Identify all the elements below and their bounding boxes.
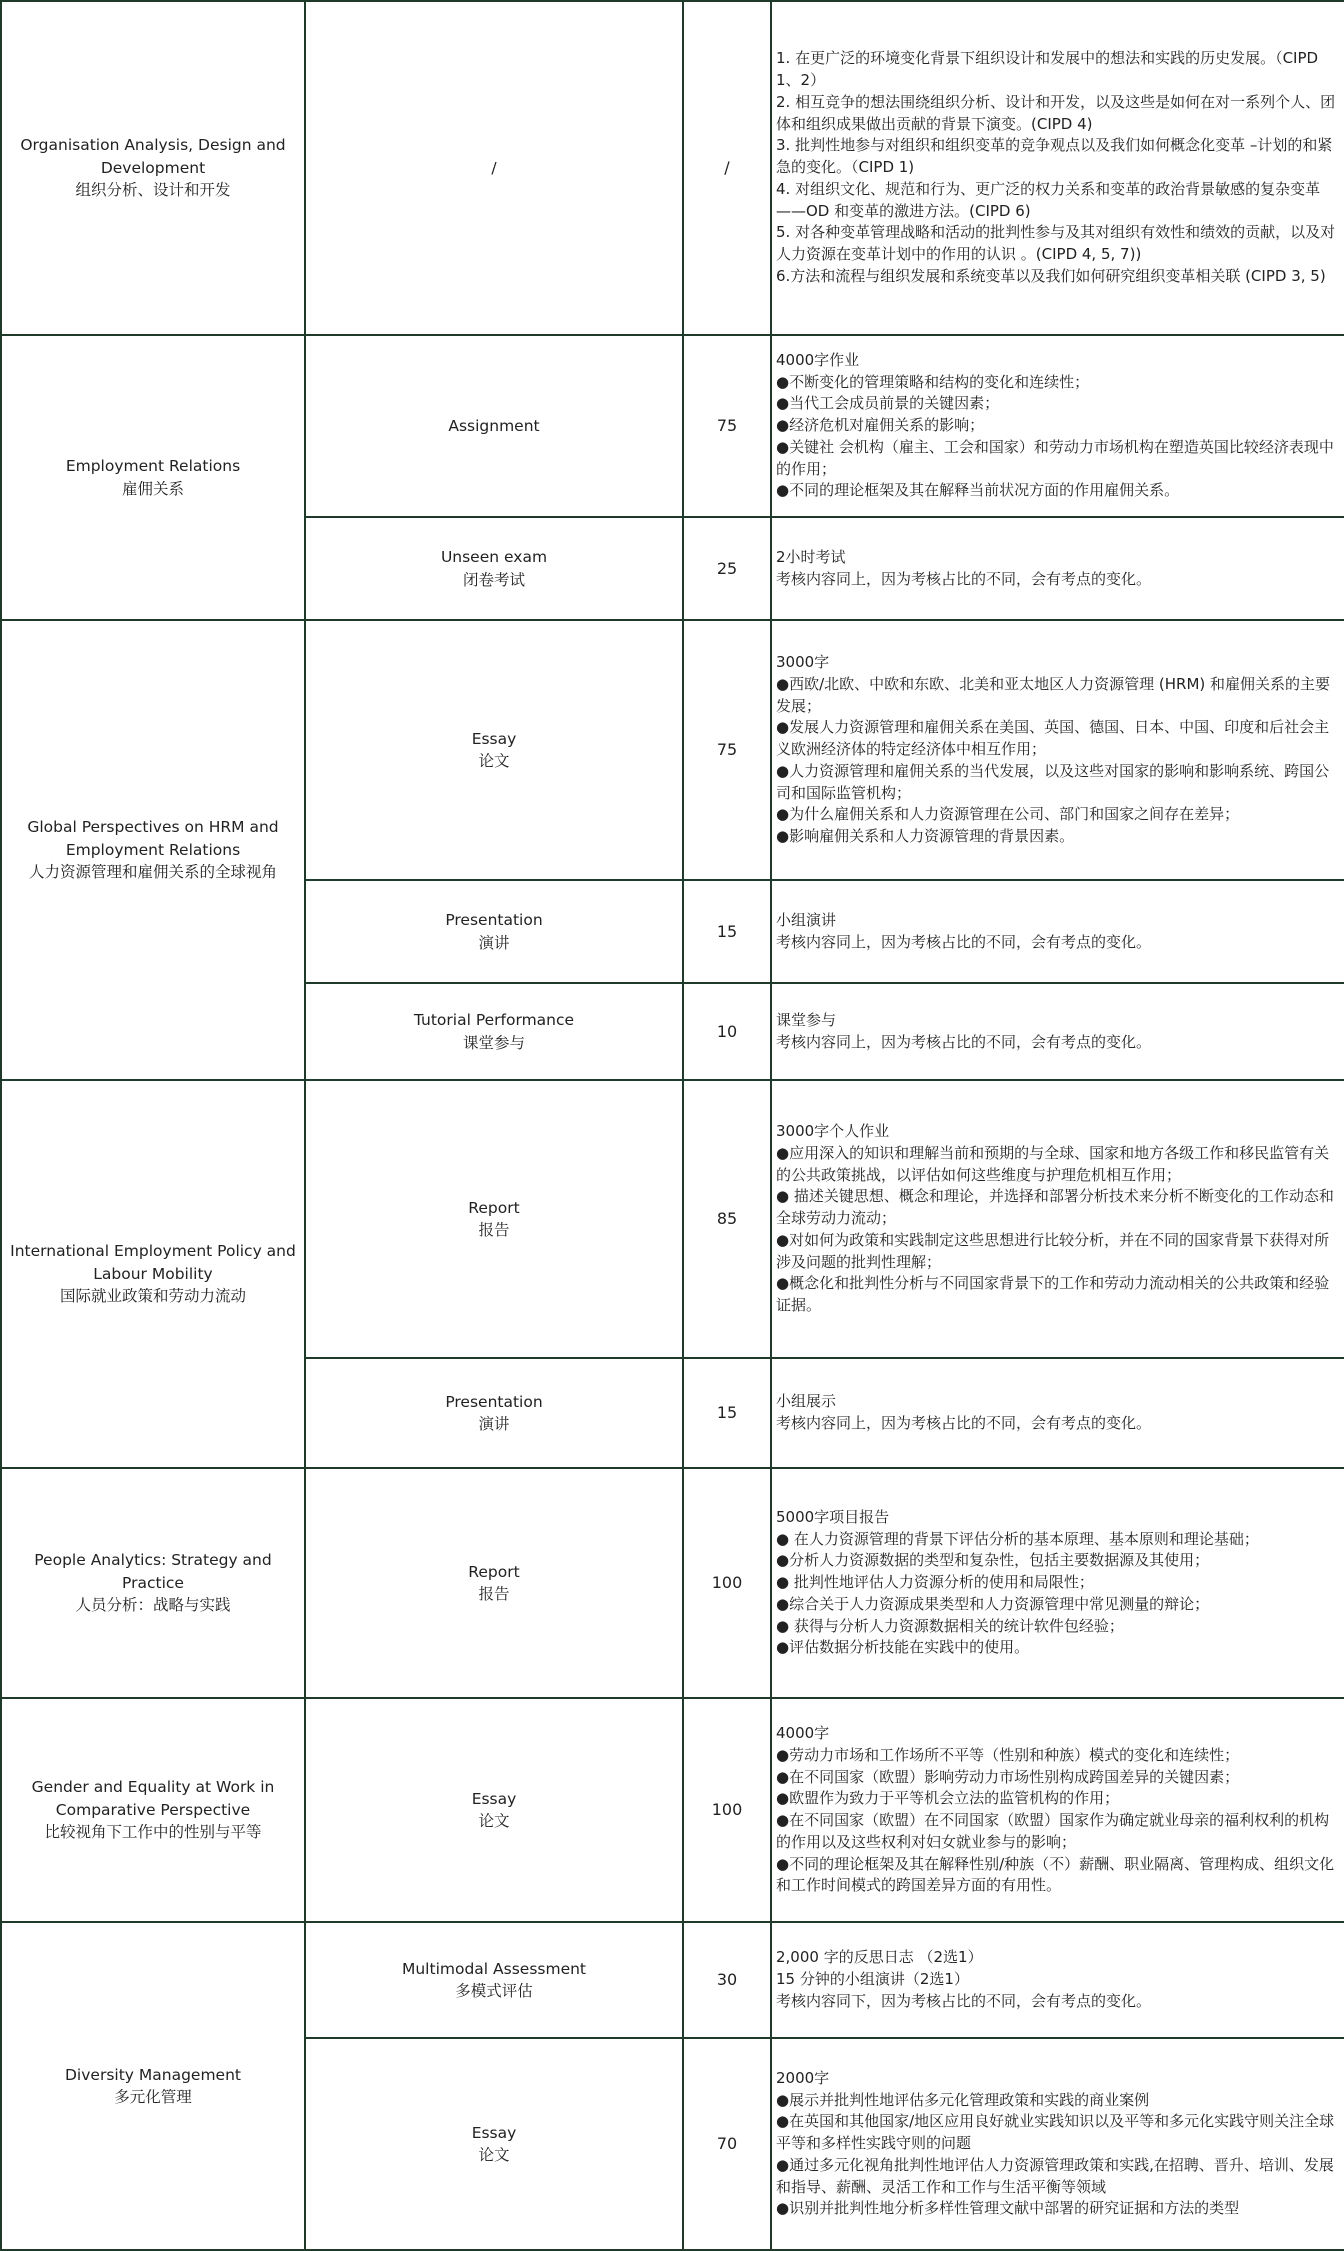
module-name-cell [1, 1, 305, 335]
detail-line: ● 描述关键思想、概念和理论，并选择和部署分析技术来分析不断变化的工作动态和全球劳动力流动； [776, 1187, 1334, 1228]
weight-cell: 70 [683, 2038, 771, 2250]
module-name-en: Diversity Management [65, 2065, 241, 2084]
detail-line: 课堂参与 [776, 1010, 837, 1029]
assessment-method-en: / [491, 158, 497, 177]
detail-line: ●为什么雇佣关系和人力资源管理在公司、部门和国家之间存在差异； [776, 805, 1240, 824]
module-name-cell [1, 1698, 305, 1922]
assessment-method-en: Report [468, 1198, 520, 1217]
assessment-method-cell [305, 880, 683, 983]
table-row [1, 1, 1344, 335]
assessment-method-cell [305, 517, 683, 620]
detail-line: 4. 对组织文化、规范和行为、更广泛的权力关系和变革的政治背景敏感的复杂变革——OD 和变革的激进方法。(CIPD 6) [776, 179, 1321, 220]
detail-line: 3000字 [776, 653, 830, 672]
assessment-method-zh: 多模式评估 [455, 1982, 533, 2000]
table-row [1, 620, 1344, 880]
assessment-details-cell [771, 1, 1344, 335]
detail-line: ●分析人力资源数据的类型和复杂性，包括主要数据源及其使用； [776, 1551, 1210, 1570]
assessment-method-cell [305, 1, 683, 335]
detail-line: 考核内容同上，因为考核占比的不同，会有考点的变化。 [776, 569, 1152, 588]
detail-line: ●发展人力资源管理和雇佣关系在美国、英国、德国、日本、中国、印度和后社会主义欧洲经济体的特定经济体中相互作用； [776, 718, 1330, 759]
assessment-details-cell [771, 983, 1344, 1080]
detail-line: ●西欧/北欧、中欧和东欧、北美和亚太地区人力资源管理 (HRM) 和雇佣关系的主要发展； [776, 674, 1331, 715]
weight-cell: 30 [683, 1922, 771, 2038]
assessment-method-en: Presentation [445, 911, 543, 930]
module-name-cell [1, 335, 305, 620]
module-name-zh: 人员分析：战略与实践 [75, 1596, 231, 1615]
detail-line: 小组展示 [776, 1392, 837, 1411]
assessment-method-zh: 论文 [478, 1812, 510, 1830]
detail-line: 考核内容同上，因为考核占比的不同，会有考点的变化。 [776, 1032, 1152, 1051]
module-name-cell [1, 1468, 305, 1698]
detail-line: ● 获得与分析人力资源数据相关的统计软件包经验； [776, 1616, 1124, 1635]
detail-line: ●当代工会成员前景的关键因素； [776, 394, 1000, 413]
assessment-method-zh: 论文 [478, 752, 510, 770]
module-name-zh: 国际就业政策和劳动力流动 [59, 1287, 246, 1306]
detail-line: 2,000 字的反思日志 （2选1） [776, 1948, 983, 1967]
detail-line: ●不同的理论框架及其在解释性别/种族（不）薪酬、职业隔离、管理构成、组织文化和工作时间模式的跨国差异方面的有用性。 [776, 1854, 1335, 1895]
module-name-en: Gender and Equality at Work in Comparative Perspective [31, 1778, 275, 1819]
assessment-method-en: Essay [471, 1789, 517, 1808]
assessment-method-en: Tutorial Performance [413, 1011, 575, 1030]
module-name-zh: 组织分析、设计和开发 [75, 181, 231, 200]
module-name-cell [1, 1080, 305, 1468]
detail-line: 5. 对各种变革管理战略和活动的批判性参与及其对组织有效性和绩效的贡献，以及对人力资源在变革计划中的作用的认识 。(CIPD 4, 5, 7)) [776, 223, 1336, 264]
detail-line: 考核内容同上，因为考核占比的不同，会有考点的变化。 [776, 1414, 1152, 1432]
detail-line: 2000字 [776, 2068, 830, 2087]
assessment-method-en: Essay [471, 729, 517, 748]
detail-line: 2小时考试 [776, 547, 846, 566]
module-name-en: Global Perspectives on HRM and Employment Relations [27, 818, 279, 859]
assessment-method-cell [305, 620, 683, 880]
detail-line: ●通过多元化视角批判性地评估人力资源管理政策和实践,在招聘、晋升、培训、发展和指导、薪酬、灵活工作和工作与生活平衡等领域 [776, 2155, 1334, 2196]
module-name-zh: 多元化管理 [114, 2088, 192, 2106]
detail-line: ●应用深入的知识和理解当前和预期的与全球、国家和地方各级工作和移民监管有关的公共政策挑战，以评估如何这些维度与护理危机相互作用； [776, 1143, 1330, 1184]
weight-cell: 10 [683, 983, 771, 1080]
detail-line: ●在不同国家（欧盟）在不同国家（欧盟）国家作为确定就业母亲的福利权利的机构的作用以及这些权利对妇女就业参与的影响； [776, 1811, 1330, 1851]
assessment-details-cell [771, 2038, 1344, 2250]
detail-line: ●识别并批判性地分析多样性管理文献中部署的研究证据和方法的类型 [776, 2199, 1240, 2218]
table-row [1, 1922, 1344, 2038]
weight-cell: 100 [683, 1468, 771, 1698]
assessment-method-en: Unseen exam [440, 548, 548, 567]
assessment-method-en: Essay [471, 2123, 517, 2142]
detail-line: 6.方法和流程与组织发展和系统变革以及我们如何研究组织变革相关联 (CIPD 3, 5) [776, 266, 1326, 285]
assessment-details-cell [771, 1698, 1344, 1922]
detail-line: ●影响雇佣关系和人力资源管理的背景因素。 [776, 827, 1075, 846]
module-name-en: People Analytics: Strategy and Practice [34, 1551, 272, 1592]
detail-line: ●人力资源管理和雇佣关系的当代发展，以及这些对国家的影响和影响系统、跨国公司和国际监管机构； [776, 761, 1330, 802]
assessment-method-zh: 课堂参与 [462, 1033, 525, 1052]
detail-line: 1. 在更广泛的环境变化背景下组织设计和发展中的想法和实践的历史发展。（CIPD 1、2） [776, 49, 1319, 90]
detail-line: 考核内容同上，因为考核占比的不同，会有考点的变化。 [776, 932, 1152, 951]
detail-line: ●劳动力市场和工作场所不平等（性别和种族）模式的变化和连续性； [776, 1745, 1240, 1764]
assessment-method-cell [305, 335, 683, 517]
weight-cell: 75 [683, 335, 771, 517]
assessment-method-zh: 报告 [478, 1585, 510, 1603]
detail-line: 3. 批判性地参与对组织和组织变革的竞争观点以及我们如何概念化变革 –计划的和紧急的变化。（CIPD 1) [776, 136, 1333, 177]
module-name-en: Organisation Analysis, Design and Development [20, 136, 286, 177]
weight-cell: 100 [683, 1698, 771, 1922]
assessment-details-cell [771, 517, 1344, 620]
assessment-method-cell [305, 983, 683, 1080]
assessment-method-zh: 闭卷考试 [462, 570, 525, 589]
table-row [1, 1698, 1344, 1922]
assessment-details-cell [771, 1080, 1344, 1358]
assessment-details-cell [771, 335, 1344, 517]
assessment-method-cell [305, 2038, 683, 2250]
detail-line: 5000字项目报告 [776, 1507, 890, 1526]
assessment-method-cell [305, 1080, 683, 1358]
table-row [1, 1080, 1344, 1358]
assessment-method-cell [305, 1698, 683, 1922]
weight-cell: 25 [683, 517, 771, 620]
detail-line: ●欧盟作为致力于平等机会立法的监管机构的作用； [776, 1789, 1120, 1808]
detail-line: ●经济危机对雇佣关系的影响； [776, 416, 985, 435]
detail-line: 4000字 [776, 1724, 830, 1742]
weight-cell: 75 [683, 620, 771, 880]
module-name-zh: 雇佣关系 [121, 479, 184, 498]
weight-cell: 15 [683, 1358, 771, 1468]
module-name-cell [1, 620, 305, 1080]
table-row [1, 1468, 1344, 1698]
assessment-method-en: Report [468, 1562, 520, 1581]
detail-line: 考核内容同下，因为考核占比的不同，会有考点的变化。 [776, 1991, 1152, 2010]
detail-line: 3000字个人作业 [776, 1122, 890, 1141]
table-row [1, 335, 1344, 517]
assessment-details-cell [771, 1358, 1344, 1468]
assessment-method-zh: 论文 [478, 2146, 510, 2164]
detail-line: ●在不同国家（欧盟）影响劳动力市场性别构成跨国差异的关键因素； [776, 1767, 1240, 1786]
assessment-method-zh: 报告 [478, 1221, 510, 1239]
detail-line: ●概念化和批判性分析与不同国家背景下的工作和劳动力流动相关的公共政策和经验证据。 [776, 1274, 1330, 1315]
detail-line: ●不同的理论框架及其在解释当前状况方面的作用雇佣关系。 [776, 481, 1180, 500]
detail-line: ●不断变化的管理策略和结构的变化和连续性； [776, 372, 1090, 391]
assessment-details-cell [771, 1922, 1344, 2038]
weight-cell: 85 [683, 1080, 771, 1358]
assessment-method-cell [305, 1468, 683, 1698]
detail-line: ●展示并批判性地评估多元化管理政策和实践的商业案例 [776, 2090, 1150, 2109]
detail-line: ●综合关于人力资源成果类型和人力资源管理中常见测量的辩论； [776, 1594, 1210, 1613]
module-name-cell [1, 1922, 305, 2250]
detail-line: ● 在人力资源管理的背景下评估分析的基本原理、基本原则和理论基础； [776, 1529, 1259, 1548]
assessment-method-zh: 演讲 [478, 1415, 510, 1433]
assessment-method-cell [305, 1922, 683, 2038]
assessment-method-en: Assignment [448, 416, 540, 435]
detail-line: ● 批判性地评估人力资源分析的使用和局限性； [776, 1573, 1094, 1592]
detail-line: ●评估数据分析技能在实践中的使用。 [776, 1638, 1030, 1657]
assessment-details-cell [771, 620, 1344, 880]
assessment-details-cell [771, 880, 1344, 983]
detail-line: ●在英国和其他国家/地区应用良好就业实践知识以及平等和多元化实践守则关注全球平等和多样性实践守则的问题 [776, 2112, 1335, 2153]
module-name-en: Employment Relations [65, 457, 241, 476]
module-name-zh: 人力资源管理和雇佣关系的全球视角 [28, 863, 277, 882]
assessment-method-zh: 演讲 [478, 933, 510, 952]
detail-line: ●关键社 会机构（雇主、工会和国家）和劳动力市场机构在塑造英国比较经济表现中的作用； [776, 437, 1334, 478]
assessment-method-cell [305, 1358, 683, 1468]
detail-line: 4000字作业 [776, 350, 860, 369]
assessment-method-en: Multimodal Assessment [401, 1959, 587, 1978]
assessment-details-cell [771, 1468, 1344, 1698]
module-name-en: International Employment Policy and Labour Mobility [10, 1242, 296, 1283]
detail-line: ●对如何为政策和实践制定这些思想进行比较分析，并在不同的国家背景下获得对所涉及问题的批判性理解； [776, 1230, 1330, 1271]
detail-line: 小组演讲 [776, 910, 837, 929]
detail-line: 15 分钟的小组演讲（2选1） [776, 1970, 969, 1989]
module-name-zh: 比较视角下工作中的性别与平等 [44, 1823, 262, 1842]
assessment-method-en: Presentation [445, 1392, 543, 1411]
weight-cell: 15 [683, 880, 771, 983]
detail-line: 2. 相互竞争的想法围绕组织分析、设计和开发，以及这些是如何在对一系列个人、团体和组织成果做出贡献的背景下演变。(CIPD 4) [776, 92, 1336, 133]
weight-cell: / [683, 1, 771, 335]
